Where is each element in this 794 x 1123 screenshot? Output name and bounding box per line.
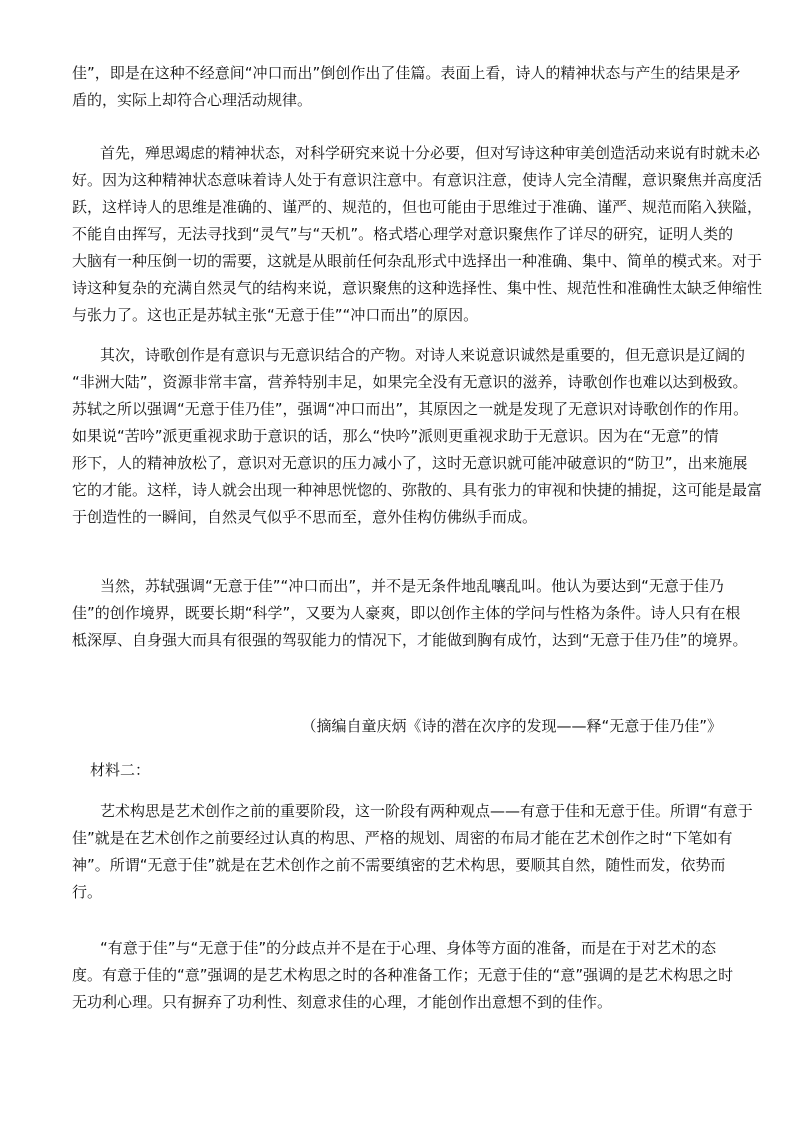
text-line: 首先，殚思竭虑的精神状态，对科学研究来说十分必要，但对写诗这种审美创造活动来说有时就未必 (100, 144, 761, 162)
text-line: 不能自由挥写，无法寻找到“灵气”与“天机”。格式塔心理学对意识聚焦作了详尽的研究，证明人类的 (72, 225, 734, 243)
source-citation: （摘编自童庆炳《诗的潜在次序的发现——释“无意于佳乃佳”》 (301, 717, 722, 735)
paragraph-4 (72, 573, 748, 654)
text-line: 无功利心理。只有摒弃了功利性、刻意求佳的心理，才能创作出意想不到的佳作。 (72, 993, 613, 1011)
paragraph-3 (72, 342, 762, 531)
text-line: 跃，这样诗人的思维是准确的、谨严的、规范的，但也可能由于思维过于准确、谨严、规范而陷入狭隘， (72, 198, 763, 216)
section-label: 材料二： (90, 761, 151, 779)
text-line: “有意于佳”与“无意于佳”的分歧点并不是在于心理、身体等方面的准备，而是在于对艺术的态 (100, 939, 717, 957)
paragraph-6 (72, 935, 733, 1016)
text-line: 诗这种复杂的充满自然灵气的结构来说，意识聚焦的这种选择性、集中性、规范性和准确性太缺乏伸缩性 (72, 279, 763, 297)
text-line: 神”。所谓“无意于佳”就是在艺术创作之前不需要缜密的艺术构思，要顺其自然，随性而发，依势而 (72, 856, 726, 874)
text-line: 行。 (72, 883, 103, 901)
paragraph-5 (72, 798, 753, 906)
text-line: 它的才能。这样，诗人就会出现一种神思恍惚的、弥散的、具有张力的审视和快捷的捕捉，这可能是最富 (72, 481, 763, 499)
text-line: 佳”就是在艺术创作之前要经过认真的构思、严格的规划、周密的布局才能在艺术创作之时“下笔如有 (72, 829, 733, 847)
text-line: 于创造性的一瞬间，自然灵气似乎不思而至，意外佳构仿佛纵手而成。 (72, 508, 538, 526)
text-line: 如果说“苦吟”派更重视求助于意识的话，那么“快吟”派则更重视求助于无意识。因为在“无意”的情 (72, 427, 719, 445)
text-line: 大脑有一种压倒一切的需要，这就是从眼前任何杂乱形式中选择出一种准确、集中、简单的模式来。对于 (72, 252, 763, 270)
text-line: 佳”的创作境界，既要长期“科学”，又要为人豪爽，即以创作主体的学问与性格为条件。诗人只有在根 (72, 604, 741, 622)
paragraph-1 (72, 60, 740, 114)
text-line: 与张力了。这也正是苏轼主张“无意于佳”“冲口而出”的原因。 (72, 306, 479, 324)
paragraph-2 (72, 140, 762, 329)
text-line: 好。因为这种精神状态意味着诗人处于有意识注意中。有意识注意，使诗人完全清醒，意识聚焦并高度活 (72, 171, 763, 189)
text-line: 柢深厚、自身强大而具有很强的驾驭能力的情况下，才能做到胸有成竹，达到“无意于佳乃佳”的境界。 (72, 631, 748, 649)
text-line: 度。有意于佳的“意”强调的是艺术构思之时的各种准备工作；无意于佳的“意”强调的是艺术构思之时 (72, 966, 734, 984)
text-line: 当然，苏轼强调“无意于佳”“冲口而出”，并不是无条件地乱嚷乱叫。他认为要达到“无意于佳乃 (100, 577, 724, 595)
text-line: 其次，诗歌创作是有意识与无意识结合的产物。对诗人来说意识诚然是重要的，但无意识是辽阔的 (100, 346, 746, 364)
text-line: 苏轼之所以强调“无意于佳乃佳”，强调“冲口而出”，其原因之一就是发现了无意识对诗歌创作的作用。 (72, 400, 749, 418)
text-line: 形下，人的精神放松了，意识对无意识的压力减小了，这时无意识就可能冲破意识的“防卫”，出来施展 (72, 454, 748, 472)
text-line: 佳”，即是在这种不经意间“冲口而出”倒创作出了佳篇。表面上看，诗人的精神状态与产生的结果是矛 (72, 64, 741, 82)
text-line: “非洲大陆”，资源非常丰富，营养特别丰足，如果完全没有无意识的滋养，诗歌创作也难以达到极致。 (72, 373, 748, 391)
text-line: 盾的，实际上却符合心理活动规律。 (72, 91, 313, 109)
text-line: 艺术构思是艺术创作之前的重要阶段，这一阶段有两种观点——有意于佳和无意于佳。所谓“有意于 (100, 802, 753, 820)
